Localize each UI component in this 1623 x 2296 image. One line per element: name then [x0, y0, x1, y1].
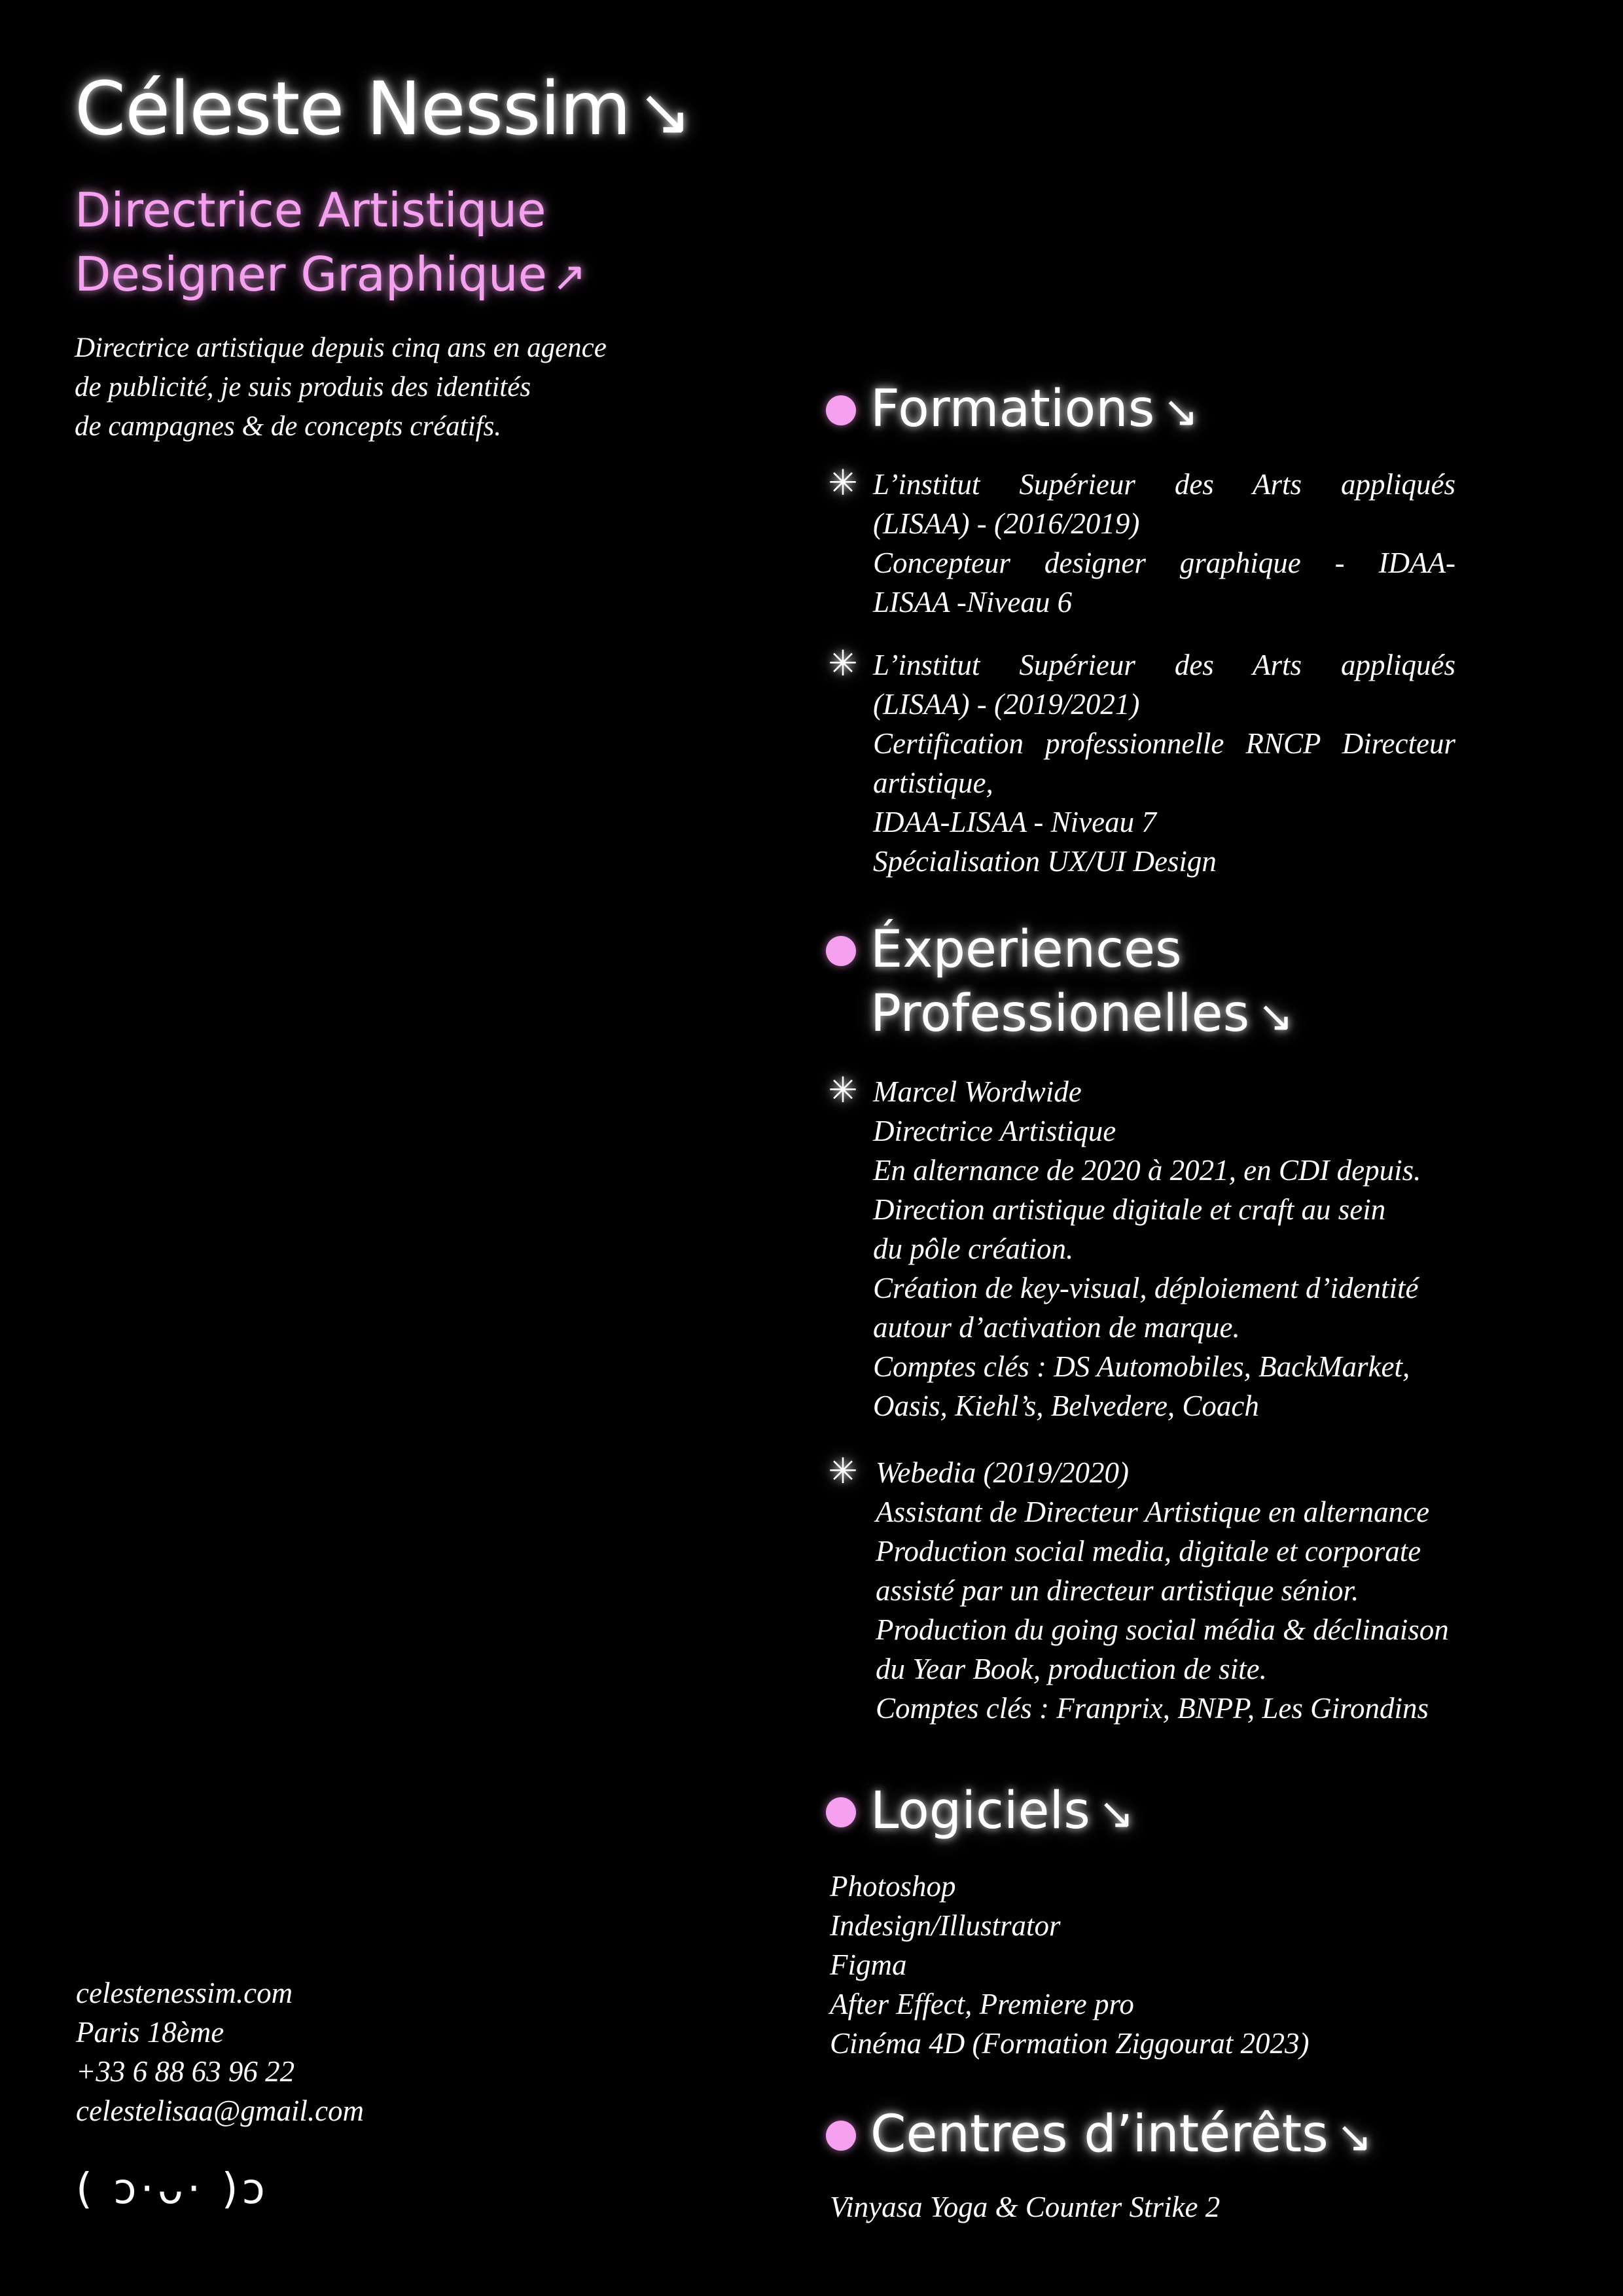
experience-entry-body: [873, 1072, 1421, 1426]
sparkle-star-icon: ✳: [828, 1069, 858, 1111]
entry-line: du Year Book, production de site.: [876, 1653, 1267, 1685]
pink-dot-icon: [826, 2121, 856, 2151]
role-director: Directrice Artistique: [75, 183, 546, 238]
formation-entry-body: [873, 465, 1455, 622]
intro-line: Directrice artistique depuis cinq ans en agence: [75, 332, 607, 363]
interets-list: [830, 2187, 1220, 2227]
list-item: Cinéma 4D (Formation Ziggourat 2023): [830, 2027, 1310, 2060]
role-designer-line: [75, 242, 586, 309]
list-item: Figma: [830, 1948, 907, 1981]
contact-block: [76, 1973, 364, 2130]
entry-line: Production du going social média & déclinaison: [876, 1613, 1449, 1646]
entry-line: Comptes clés : Franprix, BNPP, Les Girondins: [876, 1692, 1429, 1725]
entry-line: autour d’activation de marque.: [873, 1311, 1240, 1344]
arrow-down-right-icon: ↘: [637, 73, 692, 150]
entry-line: Spécialisation UX/UI Design: [873, 845, 1217, 878]
arrow-down-right-icon: ↘: [1257, 991, 1294, 1041]
arrow-down-right-icon: ↘: [1336, 2111, 1373, 2162]
entry-line: assisté par un directeur artistique sénior.: [876, 1574, 1359, 1607]
intro-line: de publicité, je suis produis des identités: [75, 372, 531, 403]
contact-website[interactable]: celestenessim.com: [76, 1977, 293, 2009]
entry-line: Comptes clés : DS Automobiles, BackMarket,: [873, 1350, 1410, 1383]
entry-line: Directrice Artistique: [873, 1115, 1116, 1147]
pink-dot-icon: [826, 1797, 856, 1827]
formation-entry-body: [873, 645, 1455, 881]
entry-line: L’institut Supérieur des Arts appliqués: [873, 649, 1455, 681]
pink-dot-icon: [826, 936, 856, 966]
experiences-title-line-2: Professionelles: [870, 984, 1250, 1043]
formations-title: Formations: [870, 380, 1155, 439]
intro-paragraph: [75, 329, 690, 446]
list-item: Vinyasa Yoga & Counter Strike 2: [830, 2191, 1221, 2223]
interets-title: Centres d’intérêts: [870, 2105, 1329, 2164]
entry-line: LISAA -Niveau 6: [873, 586, 1073, 619]
roles-block: [75, 178, 586, 309]
list-item: Photoshop: [830, 1870, 956, 1903]
section-title-logiciels: [826, 1779, 1134, 1846]
arrow-up-right-icon: ↗: [552, 253, 586, 300]
name-heading: [75, 65, 691, 153]
entry-line: Concepteur designer graphique - IDAA-: [873, 547, 1455, 579]
arrow-down-right-icon: ↘: [1097, 1788, 1135, 1839]
logiciels-title: Logiciels: [870, 1782, 1090, 1840]
entry-line: Direction artistique digitale et craft au sein: [873, 1193, 1386, 1226]
contact-phone[interactable]: +33 6 88 63 96 22: [76, 2055, 295, 2088]
entry-line: (LISAA) - (2016/2019): [873, 507, 1140, 540]
experience-entry: [826, 1450, 1449, 1728]
entry-line: Assistant de Directeur Artistique en alternance: [876, 1496, 1430, 1528]
entry-line: L’institut Supérieur des Arts appliqués: [873, 468, 1455, 501]
entry-line: Oasis, Kiehl’s, Belvedere, Coach: [873, 1390, 1259, 1422]
intro-line: de campagnes & de concepts créatifs.: [75, 411, 501, 442]
formation-entry: [826, 462, 1455, 622]
contact-location: Paris 18ème: [76, 2016, 224, 2049]
contact-email[interactable]: celestelisaa@gmail.com: [76, 2094, 365, 2127]
sparkle-star-icon: ✳: [828, 643, 858, 684]
entry-line: artistique,: [873, 766, 993, 799]
experience-entry-body: [873, 1453, 1449, 1728]
pink-dot-icon: [826, 395, 856, 425]
entry-line: Production social media, digitale et corporate: [876, 1535, 1421, 1568]
arrow-down-right-icon: ↘: [1162, 386, 1199, 437]
entry-line: En alternance de 2020 à 2021, en CDI depuis.: [873, 1154, 1421, 1187]
kaomoji-signature: ( ↄ·ᴗ· )ↄ: [76, 2165, 269, 2214]
role-designer: Designer Graphique: [75, 247, 547, 302]
entry-line: du pôle création.: [873, 1232, 1074, 1265]
entry-line: IDAA-LISAA - Niveau 7: [873, 806, 1156, 838]
sparkle-star-icon: ✳: [828, 462, 858, 503]
entry-line: Certification professionnelle RNCP Directeur: [873, 727, 1455, 760]
section-title-formations: [826, 377, 1199, 444]
sparkle-star-icon: ✳: [828, 1450, 858, 1492]
entry-line: (LISAA) - (2019/2021): [873, 688, 1140, 721]
entry-line: Marcel Wordwide: [873, 1075, 1082, 1108]
experiences-title-line-1: Éxperiences: [870, 920, 1182, 979]
entry-line: Webedia (2019/2020): [876, 1456, 1130, 1489]
name-text: Céleste Nessim: [75, 67, 631, 152]
experience-entry: [826, 1069, 1421, 1426]
section-title-experiences: [826, 918, 1294, 1049]
formation-entry: [826, 645, 1455, 881]
list-item: After Effect, Premiere pro: [830, 1988, 1134, 2020]
logiciels-list: [830, 1867, 1310, 2063]
section-title-interets: [826, 2102, 1372, 2169]
entry-line: Création de key-visual, déploiement d’identité: [873, 1272, 1419, 1304]
list-item: Indesign/Illustrator: [830, 1909, 1061, 1942]
